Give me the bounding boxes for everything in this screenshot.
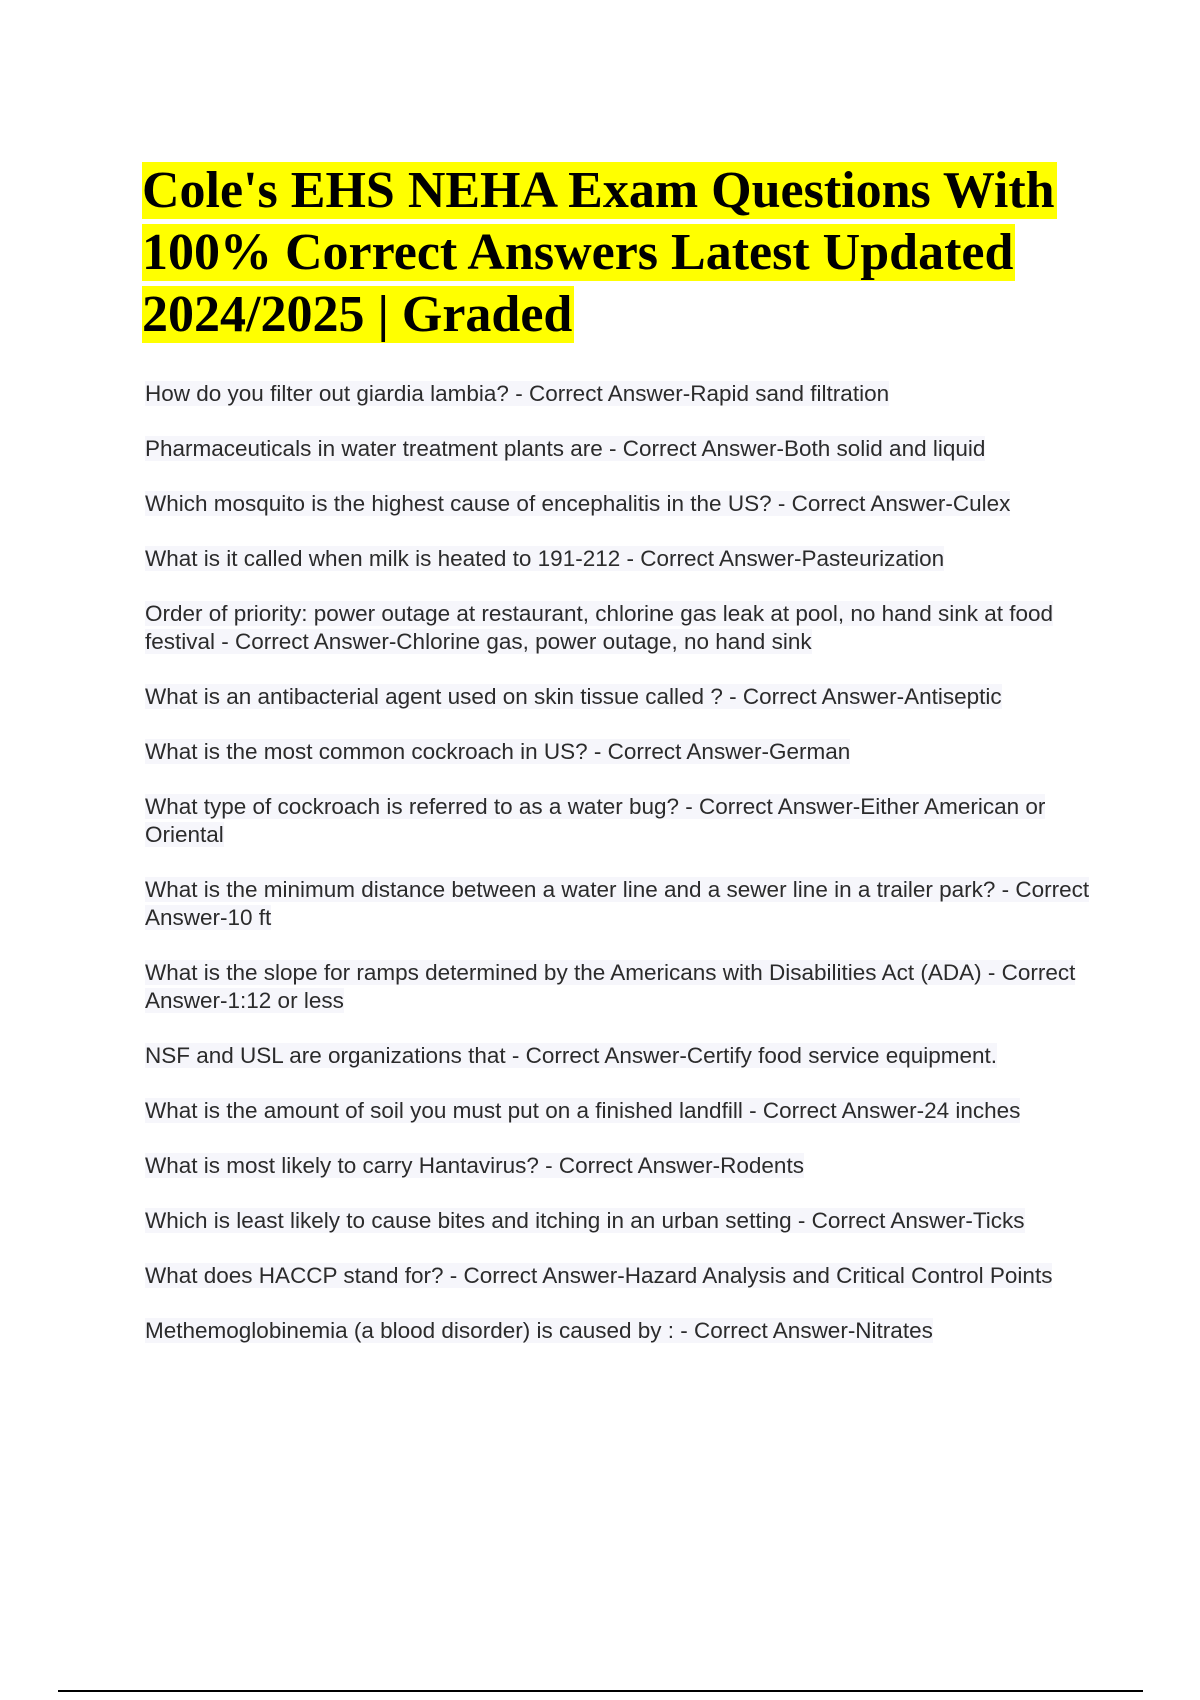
qa-item: [145, 490, 1105, 518]
qa-item: [145, 793, 1105, 849]
qa-item-text: What is the most common cockroach in US? - Correct Answer-German: [145, 739, 851, 764]
qa-item: [145, 380, 1105, 408]
qa-item-text: What is the slope for ramps determined by the Americans with Disabilities Act (ADA) - Correct Answer-1:12 or less: [145, 960, 1076, 1013]
qa-item-text: What type of cockroach is referred to as a water bug? - Correct Answer-Either American or Oriental: [145, 794, 1046, 847]
qa-item: [145, 959, 1105, 1015]
qa-item: [145, 435, 1105, 463]
qa-item: [145, 1317, 1105, 1345]
qa-item-text: Order of priority: power outage at restaurant, chlorine gas leak at pool, no hand sink at food festival - Correct Answer-Chlorine gas, power outage, no hand sink: [145, 601, 1054, 654]
qa-item: [145, 1042, 1105, 1070]
footer-divider: [58, 1690, 1143, 1692]
qa-item-text: What is it called when milk is heated to 191-212 - Correct Answer-Pasteurization: [145, 546, 945, 571]
qa-item-text: What does HACCP stand for? - Correct Answer-Hazard Analysis and Critical Control Points: [145, 1263, 1053, 1288]
qa-item: [145, 1262, 1105, 1290]
qa-item: [145, 1097, 1105, 1125]
qa-item: [145, 876, 1105, 932]
qa-item-text: What is the amount of soil you must put on a finished landfill - Correct Answer-24 inches: [145, 1098, 1021, 1123]
qa-item-text: NSF and USL are organizations that - Correct Answer-Certify food service equipment.: [145, 1043, 998, 1068]
qa-item-text: What is an antibacterial agent used on skin tissue called ? - Correct Answer-Antiseptic: [145, 684, 1002, 709]
qa-item-text: What is the minimum distance between a water line and a sewer line in a trailer park? - Correct Answer-10 ft: [145, 877, 1090, 930]
document-title: [142, 160, 1152, 346]
qa-item-text: Which is least likely to cause bites and itching in an urban setting - Correct Answer-Ticks: [145, 1208, 1025, 1233]
qa-item: [145, 600, 1105, 656]
question-answer-list: [145, 380, 1105, 1372]
qa-item: [145, 1207, 1105, 1235]
qa-item-text: Methemoglobinemia (a blood disorder) is caused by : - Correct Answer-Nitrates: [145, 1318, 933, 1343]
qa-item: [145, 545, 1105, 573]
qa-item-text: Pharmaceuticals in water treatment plants are - Correct Answer-Both solid and liquid: [145, 436, 986, 461]
qa-item-text: How do you filter out giardia lambia? - Correct Answer-Rapid sand filtration: [145, 381, 890, 406]
document-title-text: Cole's EHS NEHA Exam Questions With 100% Correct Answers Latest Updated 2024/2025 | Graded: [142, 162, 1055, 343]
qa-item-text: What is most likely to carry Hantavirus? - Correct Answer-Rodents: [145, 1153, 804, 1178]
qa-item-text: Which mosquito is the highest cause of encephalitis in the US? - Correct Answer-Culex: [145, 491, 1011, 516]
qa-item: [145, 738, 1105, 766]
qa-item: [145, 1152, 1105, 1180]
qa-item: [145, 683, 1105, 711]
